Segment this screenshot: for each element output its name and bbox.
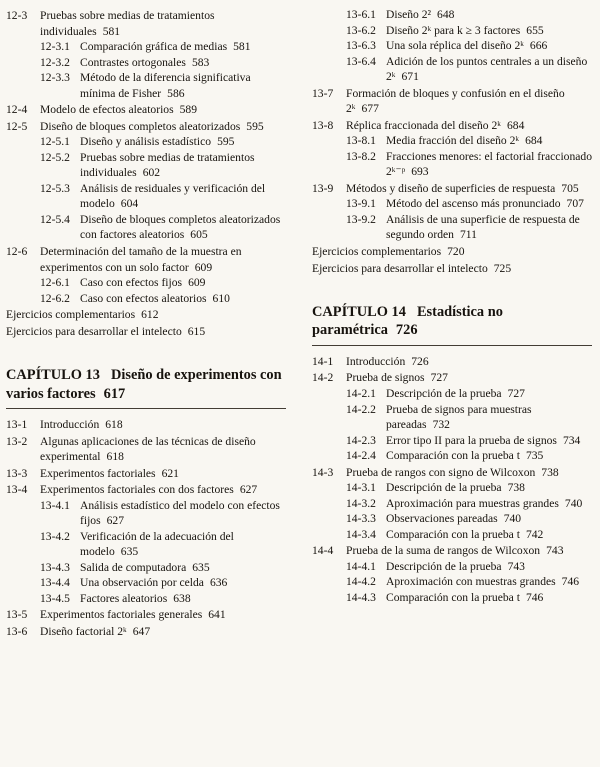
entry-title: Ejercicios complementarios <box>6 308 136 322</box>
entry-page-number: 711 <box>459 228 477 242</box>
toc-entry <box>6 529 286 560</box>
entry-title: Prueba de signos <box>346 371 425 385</box>
entry-title: Ejercicios complementarios <box>312 244 442 258</box>
entry-title: Réplica fraccionada del diseño 2ᵏ <box>346 118 501 132</box>
toc-entry <box>6 482 286 498</box>
toc-entry <box>312 559 592 575</box>
entry-number: 13-4.5 <box>40 591 70 605</box>
entry-number: 14-4.1 <box>346 559 376 573</box>
entry-title: Aproximación para muestras grandes <box>386 496 559 510</box>
entry-number: 13-6.2 <box>346 23 376 37</box>
entry-page-number: 684 <box>525 134 543 148</box>
entry-page-number: 635 <box>192 560 210 574</box>
entry-title: Ejercicios para desarrollar el intelecto <box>312 261 488 275</box>
entry-title: Descripción de la prueba <box>386 481 502 495</box>
entry-number: 12-3 <box>6 9 28 22</box>
toc-entry <box>312 574 592 590</box>
toc-entry <box>6 591 286 607</box>
toc-entry <box>6 275 286 291</box>
toc-entry <box>312 543 592 559</box>
toc-entry <box>6 181 286 212</box>
toc-entry <box>6 498 286 529</box>
entry-number: 12-6 <box>6 244 28 258</box>
entry-title: Salida de computadora <box>80 560 187 574</box>
entry-number: 13-6.1 <box>346 8 376 21</box>
entry-number: 13-3 <box>6 466 28 480</box>
entry-page-number: 746 <box>561 575 580 589</box>
toc-entry <box>312 511 592 527</box>
entry-number: 13-6.4 <box>346 54 376 68</box>
entry-number: 12-3.1 <box>40 40 70 54</box>
entry-number: 12-5.4 <box>40 212 70 226</box>
entry-page-number: 732 <box>432 418 450 432</box>
entry-page-number: 693 <box>411 165 429 179</box>
toc-entry <box>6 417 286 433</box>
toc-entry <box>6 70 286 101</box>
entry-page-number: 641 <box>208 608 226 622</box>
entry-number: 13-9.2 <box>346 212 376 226</box>
entry-page-number: 636 <box>209 576 228 590</box>
toc-entry <box>312 23 592 39</box>
chapter-title: Diseño de experimentos con varios factores <box>6 367 282 402</box>
entry-page-number: 595 <box>217 135 235 149</box>
toc-entry <box>6 150 286 181</box>
entry-number: 13-2 <box>6 434 28 448</box>
entry-title: Prueba de la suma de rangos de Wilcoxon <box>346 544 541 558</box>
toc-entry <box>312 149 592 180</box>
entry-title: Comparación con la prueba t <box>386 590 520 604</box>
entry-title: Diseño de bloques completos aleatorizados <box>40 119 241 133</box>
entry-number: 14-4.2 <box>346 575 376 589</box>
entry-page-number: 725 <box>493 261 512 275</box>
entry-title: Contrastes ortogonales <box>80 55 186 69</box>
entry-title: Pruebas sobre medias de tratamientos individuales <box>80 150 255 180</box>
entry-number: 12-6.1 <box>40 276 70 290</box>
entry-title: Diseño 2² <box>386 8 432 21</box>
entry-number: 14-3.4 <box>346 527 376 541</box>
entry-page-number: 602 <box>142 166 161 180</box>
toc-entry <box>312 181 592 197</box>
entry-number: 13-8.2 <box>346 149 376 163</box>
toc-entry <box>6 39 286 55</box>
entry-number: 13-6.3 <box>346 39 376 53</box>
entry-title: Algunas aplicaciones de las técnicas de diseño experimental <box>40 434 256 464</box>
toc-entry <box>6 291 286 307</box>
chapter-heading <box>6 366 286 409</box>
entry-page-number: 740 <box>503 512 522 526</box>
entry-page-number: 647 <box>132 624 151 638</box>
entry-number: 14-3.2 <box>346 496 376 510</box>
entry-title: Verificación de la adecuación del modelo <box>80 529 234 559</box>
entry-page-number: 743 <box>546 544 564 558</box>
toc-entry <box>6 434 286 465</box>
entry-title: Diseño factorial 2ᵏ <box>40 624 127 638</box>
entry-page-number: 605 <box>190 228 208 242</box>
entry-number: 13-8 <box>312 118 334 132</box>
entry-page-number: 648 <box>437 8 455 21</box>
toc-entry <box>6 119 286 135</box>
entry-page-number: 635 <box>120 545 139 559</box>
entry-page-number: 586 <box>167 86 185 100</box>
entry-title: Ejercicios para desarrollar el intelecto <box>6 324 182 338</box>
toc-entry <box>312 354 592 370</box>
entry-page-number: 618 <box>105 418 123 432</box>
entry-number: 13-4.1 <box>40 498 70 512</box>
entry-number: 13-4.3 <box>40 560 70 574</box>
entry-title: Análisis de residuales y verificación del modelo <box>80 181 266 211</box>
toc-entry <box>6 560 286 576</box>
entry-title: Formación de bloques y confusión en el diseño 2ᵏ <box>346 86 565 116</box>
toc-entry <box>6 575 286 591</box>
entry-title: Métodos y diseño de superficies de respuesta <box>346 181 556 195</box>
entry-number: 12-5.1 <box>40 135 70 149</box>
entry-number: 13-8.1 <box>346 134 376 148</box>
entry-page-number: 618 <box>106 450 124 464</box>
toc-entry <box>6 607 286 623</box>
entry-title: Diseño de bloques completos aleatorizados con factores aleatorios <box>80 212 281 242</box>
toc-column-left <box>6 7 286 639</box>
entry-title: Pruebas sobre medias de tratamientos individuales <box>40 9 215 38</box>
chapter-heading <box>312 303 592 346</box>
entry-number: 12-5 <box>6 119 28 133</box>
entry-page-number: 743 <box>507 559 525 573</box>
entry-title: Descripción de la prueba <box>386 559 502 573</box>
entry-page-number: 738 <box>541 465 559 479</box>
toc-entry <box>312 54 592 85</box>
entry-title: Una observación por celda <box>80 576 204 590</box>
entry-title: Caso con efectos aleatorios <box>80 291 207 305</box>
entry-page-number: 610 <box>212 291 230 305</box>
toc-entry <box>6 102 286 118</box>
entry-number: 13-7 <box>312 86 334 100</box>
entry-page-number: 720 <box>447 244 465 258</box>
entry-page-number: 726 <box>395 322 418 339</box>
entry-number: 13-4.4 <box>40 576 70 590</box>
entry-page-number: 727 <box>430 371 448 385</box>
entry-title: Análisis estadístico del modelo con efectos fijos <box>80 498 280 528</box>
toc-entry <box>312 386 592 402</box>
entry-number: 13-9 <box>312 181 334 195</box>
entry-number: 12-4 <box>6 103 28 117</box>
entry-title: Comparación gráfica de medias <box>80 40 228 54</box>
toc-entry <box>6 8 286 39</box>
toc-entry <box>6 212 286 243</box>
entry-title: Método del ascenso más pronunciado <box>386 197 561 211</box>
chapter-number: CAPÍTULO 14 <box>312 304 406 321</box>
entry-number: 14-2.2 <box>346 402 376 416</box>
entry-page-number: 735 <box>525 449 544 463</box>
toc-entry <box>312 133 592 149</box>
entry-title: Prueba de signos para muestras pareadas <box>386 402 532 432</box>
entry-title: Fracciones menores: el factorial fraccionado 2ᵏ⁻ᵖ <box>386 149 593 179</box>
entry-number: 13-4 <box>6 483 28 497</box>
entry-title: Prueba de rangos con signo de Wilcoxon <box>346 465 536 479</box>
toc-entry <box>312 7 592 23</box>
toc-entry <box>312 370 592 386</box>
entry-page-number: 615 <box>187 324 206 338</box>
entry-number: 13-6 <box>6 624 28 638</box>
entry-number: 14-2.3 <box>346 433 376 447</box>
toc-entry <box>6 55 286 71</box>
entry-page-number: 583 <box>191 55 210 69</box>
entry-number: 13-1 <box>6 418 28 432</box>
entry-title: Método de la diferencia significativa mínima de Fisher <box>80 71 251 100</box>
entry-page-number: 727 <box>507 386 525 400</box>
entry-page-number: 581 <box>102 24 121 38</box>
toc-column-right <box>312 7 592 639</box>
entry-title: Una sola réplica del diseño 2ᵏ <box>386 39 524 53</box>
entry-page-number: 627 <box>239 483 258 497</box>
entry-number: 12-5.2 <box>40 150 70 164</box>
entry-title: Experimentos factoriales generales <box>40 608 203 622</box>
entry-number: 14-2.4 <box>346 449 376 463</box>
toc-entry <box>312 118 592 134</box>
entry-number: 12-6.2 <box>40 291 70 305</box>
entry-number: 12-3.3 <box>40 71 70 85</box>
entry-title: Introducción <box>346 354 406 368</box>
entry-page-number: 627 <box>106 514 125 528</box>
entry-page-number: 581 <box>233 40 251 54</box>
entry-page-number: 738 <box>507 481 525 495</box>
entry-title: Análisis de una superficie de respuesta de segundo orden <box>386 212 580 242</box>
entry-number: 13-9.1 <box>346 197 376 211</box>
entry-title: Experimentos factoriales con dos factores <box>40 483 234 497</box>
entry-page-number: 609 <box>188 276 206 290</box>
entry-page-number: 707 <box>566 197 584 211</box>
entry-page-number: 746 <box>525 590 544 604</box>
toc-entry <box>312 196 592 212</box>
entry-title: Error tipo II para la prueba de signos <box>386 433 557 447</box>
entry-title: Caso con efectos fijos <box>80 276 183 290</box>
entry-title: Factores aleatorios <box>80 591 168 605</box>
entry-number: 14-4.3 <box>346 590 376 604</box>
entry-title: Diseño y análisis estadístico <box>80 135 212 149</box>
toc-entry <box>6 134 286 150</box>
entry-number: 12-3.2 <box>40 55 70 69</box>
entry-page-number: 589 <box>179 103 197 117</box>
entry-title: Diseño 2ᵏ para k ≥ 3 factores <box>386 23 521 37</box>
entry-page-number: 684 <box>506 118 525 132</box>
toc-entry <box>312 590 592 606</box>
entry-title: Comparación con la prueba t <box>386 527 520 541</box>
entry-page-number: 671 <box>401 70 419 84</box>
entry-page-number: 595 <box>246 119 264 133</box>
entry-page-number: 617 <box>103 385 126 402</box>
entry-title: Aproximación con muestras grandes <box>386 575 556 589</box>
entry-number: 13-4.2 <box>40 529 70 543</box>
entry-number: 14-2 <box>312 371 334 385</box>
toc-entry <box>312 448 592 464</box>
entry-page-number: 609 <box>194 260 213 274</box>
chapter-number: CAPÍTULO 13 <box>6 367 100 384</box>
entry-page-number: 612 <box>141 308 159 322</box>
entry-title: Media fracción del diseño 2ᵏ <box>386 134 520 148</box>
entry-page-number: 677 <box>361 102 379 116</box>
entry-page-number: 726 <box>411 354 429 368</box>
entry-page-number: 638 <box>173 591 191 605</box>
entry-number: 14-1 <box>312 354 334 368</box>
entry-page-number: 604 <box>120 197 139 211</box>
entry-title: Observaciones pareadas <box>386 512 498 526</box>
toc-entry <box>312 244 592 260</box>
toc-entry <box>312 402 592 433</box>
toc-entry <box>312 86 592 117</box>
toc-entry <box>312 261 592 277</box>
entry-page-number: 740 <box>564 496 583 510</box>
toc-entry <box>6 466 286 482</box>
entry-number: 14-3.1 <box>346 481 376 495</box>
entry-page-number: 705 <box>561 181 579 195</box>
toc-entry <box>312 480 592 496</box>
entry-number: 14-3.3 <box>346 512 376 526</box>
toc-entry <box>312 433 592 449</box>
entry-page-number: 742 <box>525 527 544 541</box>
toc-entry <box>312 212 592 243</box>
toc-entry <box>312 465 592 481</box>
entry-page-number: 655 <box>526 23 544 37</box>
entry-title: Adición de los puntos centrales a un diseño 2ᵏ <box>386 54 588 84</box>
entry-page-number: 734 <box>562 433 581 447</box>
toc-entry <box>6 244 286 275</box>
toc-entry <box>312 527 592 543</box>
entry-number: 12-5.3 <box>40 181 70 195</box>
entry-title: Introducción <box>40 418 100 432</box>
entry-page-number: 621 <box>161 466 179 480</box>
toc-entry <box>6 307 286 323</box>
entry-number: 14-4 <box>312 544 334 558</box>
entry-title: Determinación del tamaño de la muestra en experimentos con un solo factor <box>40 244 242 274</box>
entry-title: Comparación con la prueba t <box>386 449 520 463</box>
toc-entry <box>6 324 286 340</box>
entry-title: Experimentos factoriales <box>40 466 156 480</box>
chapter-title: Estadística no paramétrica <box>312 304 503 339</box>
entry-title: Modelo de efectos aleatorios <box>40 103 174 117</box>
entry-page-number: 666 <box>529 39 548 53</box>
entry-title: Descripción de la prueba <box>386 386 502 400</box>
toc-entry <box>312 496 592 512</box>
entry-number: 14-3 <box>312 465 334 479</box>
entry-number: 14-2.1 <box>346 386 376 400</box>
toc-entry <box>312 38 592 54</box>
entry-number: 13-5 <box>6 608 28 622</box>
toc-entry <box>6 624 286 640</box>
